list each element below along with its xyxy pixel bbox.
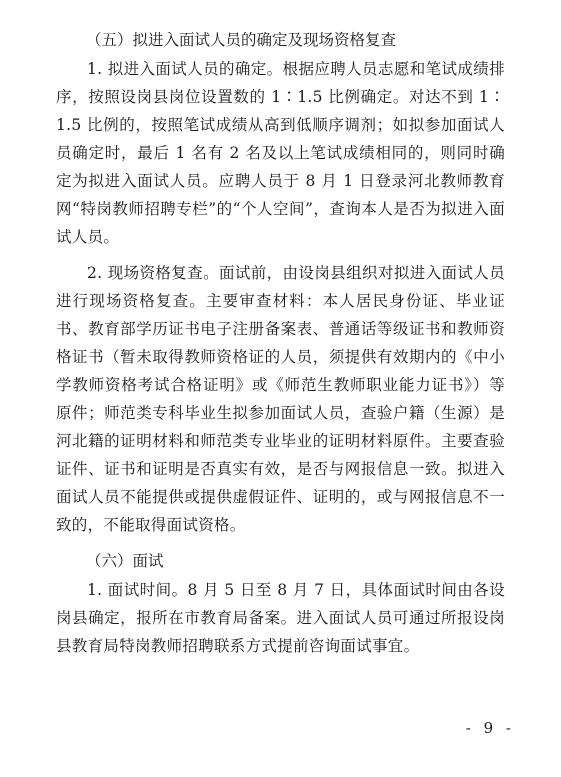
paragraph-qualification-review: 2. 现场资格复查。面试前，由设岗县组织对拟进入面试人员进行现场资格复查。主要审查材料：本人居民身份证、毕业证书、教育部学历证书电子注册备案表、普通话等级证书和教师资格证书（暂未取得教师资格证的人员，须提供有效期内的《中小学教师资格考试合格证明》或《师范生教师职业能力证书》）等原件；师范类专科毕业生拟参加面试人员，查验户籍（生源）是河北籍的证明材料和师范类专业毕业的证明材料原件。主要查验证件、证书和证明是否真实有效，是否与网报信息一致。拟进入面试人员不能提供或提供虚假证件、证明的，或与网报信息不一致的，不能取得面试资格。 [56, 264, 505, 534]
section-heading-6: （六）面试 [86, 552, 164, 570]
section-heading-5: （五）拟进入面试人员的确定及现场资格复查 [86, 31, 397, 49]
paragraph-interview-candidate-determination: 1. 拟进入面试人员的确定。根据应聘人员志愿和笔试成绩排序，按照设岗县岗位设置数的 1∶1.5 比例确定。对达不到 1∶1.5 比例的，按照笔试成绩从高到低顺序调剂；如拟参加面试人员确定时，最后 1 名有 2 名及以上笔试成绩相同的，则同时确定为拟进入面试人员。应聘人员于 8 月 1 日登录河北教师教育网“特岗教师招聘专栏”的“个人空间”，查询本人是否为拟进入面试人员。 [56, 60, 505, 246]
page-number: - 9 - [465, 719, 515, 737]
paragraph-interview-time: 1. 面试时间。8 月 5 日至 8 月 7 日，具体面试时间由各设岗县确定，报所在市教育局备案。进入面试人员可通过所报设岗县教育局特岗教师招聘联系方式提前咨询面试事宜。 [56, 581, 505, 655]
